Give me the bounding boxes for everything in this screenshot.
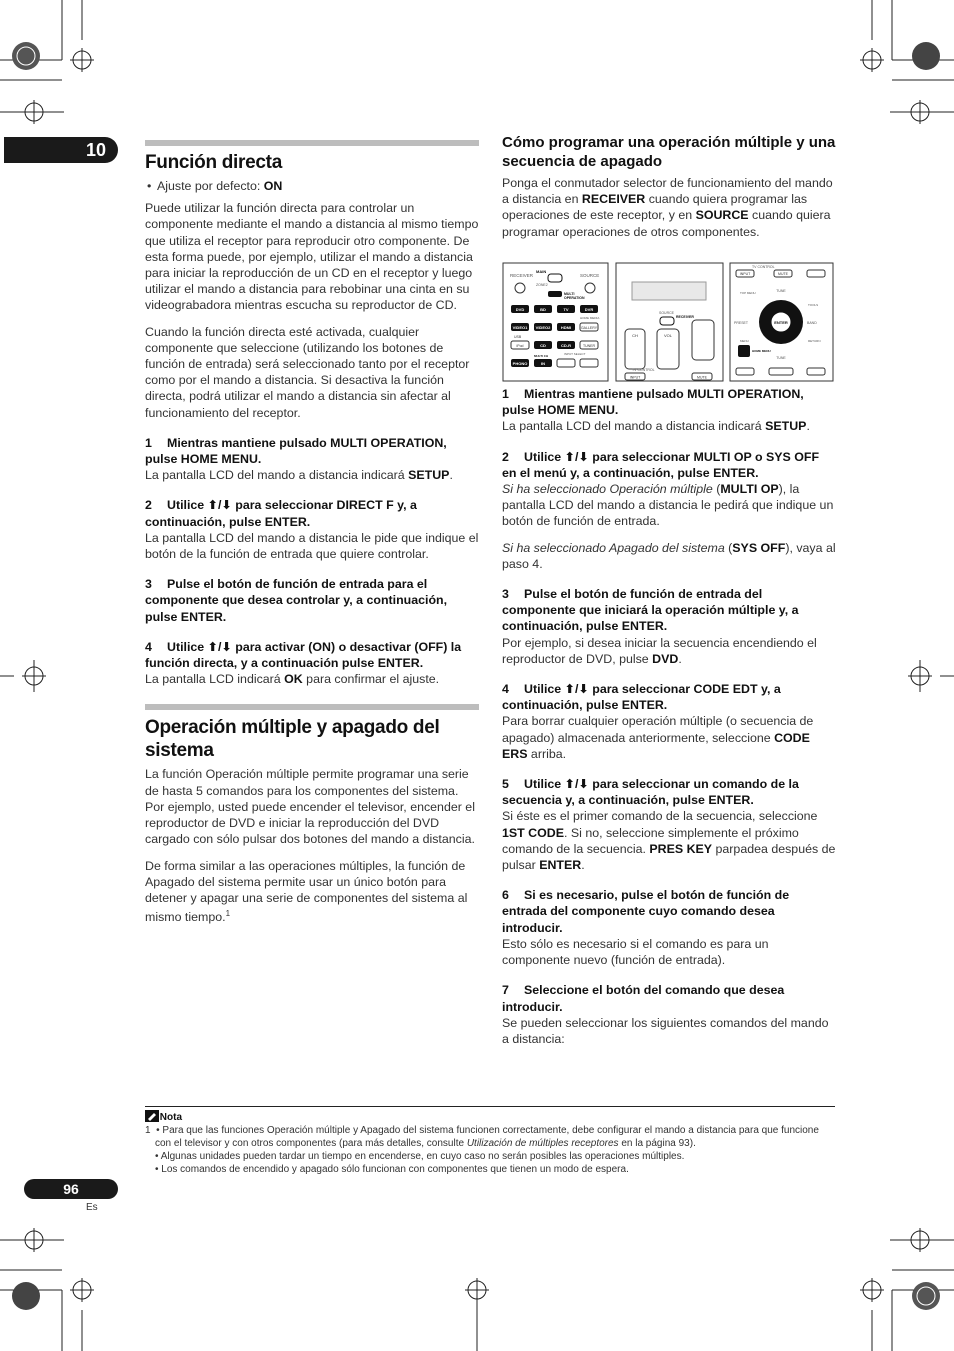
svg-text:INPUT: INPUT [739, 272, 751, 276]
svg-text:IN: IN [541, 361, 545, 366]
step-body: Si ha seleccionado Operación múltiple (MULTI OP), la pantalla LCD del mando a distancia le pedirá que indique un botón de función de entrada. [502, 482, 834, 529]
svg-text:TUNE: TUNE [776, 356, 786, 360]
note-item: • Los comandos de encendido y apagado sólo funcionan con componentes que tienen un modo de espera. [155, 1164, 629, 1175]
section-bar [145, 140, 479, 146]
svg-text:VIDEO1: VIDEO1 [512, 325, 528, 330]
paragraph: De forma similar a las operaciones múltiples, la función de Apagado del sistema permite usar un único botón para detener y apagar una serie de componentes del sistema al mismo tiempo.$^1$ [145, 858, 468, 925]
svg-text:CD: CD [540, 343, 546, 348]
step-body: Para borrar cualquier operación múltiple (o secuencia de apagado) almacenada anteriormente, seleccione CODE ERS arriba. [502, 714, 814, 761]
note-pencil-icon [145, 1110, 159, 1122]
step-body: La pantalla LCD indicará OK para confirmar el ajuste. [145, 672, 440, 687]
svg-text:SOURCE: SOURCE [659, 311, 674, 315]
section-title-multi-operation: Operación múltiple y apagado del sistema [145, 717, 440, 762]
note-item: • Algunas unidades pueden tardar un tiempo en encenderse, en cuyo caso no serán posibles las operaciones múltiples. [155, 1151, 685, 1162]
svg-text:USB: USB [514, 335, 522, 339]
svg-text:TUNER: TUNER [582, 344, 596, 348]
svg-text:RECEIVER: RECEIVER [676, 315, 694, 319]
svg-text:VIDEO2: VIDEO2 [535, 325, 551, 330]
note-item: 1 • Para que las funciones Operación múltiple y Apagado del sistema funcionen correctamente, debe configurar el mando a distancia para que funcione con el televisor y con otros componentes (para más detalles, consulte Utilización de múltiples receptores en la página 93). [145, 1125, 819, 1149]
svg-text:HDMI: HDMI [560, 325, 572, 330]
step-heading: 2 Utilice ⬆/⬇ para seleccionar MULTI OP o SYS OFF en el menú y, a continuación, pulse ENTER. [502, 449, 820, 480]
note-header: Nota [145, 1110, 835, 1124]
svg-text:ZONE2: ZONE2 [536, 283, 548, 287]
step-heading: 2 Utilice ⬆/⬇ para seleccionar DIRECT F y, a continuación, pulse ENTER. [145, 498, 417, 529]
svg-text:DVD: DVD [515, 307, 525, 312]
step-heading: 3 Pulse el botón de función de entrada para el componente que desea controlar y, a continuación, pulse ENTER. [145, 577, 448, 624]
page-number: 96 [24, 1179, 118, 1199]
step-body: Esto sólo es necesario si el comando es para un componente nuevo (función de entrada). [502, 936, 769, 968]
svg-text:HOME MEDIA: HOME MEDIA [580, 316, 600, 320]
svg-text:BAND: BAND [807, 321, 817, 325]
step-body: Si ha seleccionado Apagado del sistema (SYS OFF), vaya al paso 4. [502, 540, 836, 571]
step-body: La pantalla LCD del mando a distancia indicará SETUP. [502, 419, 810, 434]
svg-text:GALLERY: GALLERY [580, 326, 598, 330]
section-bar [145, 704, 479, 710]
paragraph: Puede utilizar la función directa para controlar un componente mediante el mando a distancia al mismo tiempo que utiliza el receptor para reproducir otro componente. De esta forma puede, por ejemplo, utilizar el mando a distancia para iniciar la reproducción de un CD en el receptor y luego utilizar el mando a distancia para rebobinar una cinta en su videograbadora mientras escucha su reproductor de CD. [145, 201, 479, 313]
svg-text:SOURCE: SOURCE [580, 273, 600, 278]
svg-text:RETURN: RETURN [808, 339, 821, 343]
section-title-program-sequence: Cómo programar una operación múltiple y una secuencia de apagado [502, 134, 836, 170]
step-body: Por ejemplo, si desea iniciar la secuencia encendiendo el reproductor de DVD, pulse DVD. [502, 635, 817, 666]
step-heading: 3 Pulse el botón de función de entrada del componente que iniciará la operación múltiple y, a continuación, pulse ENTER. [502, 587, 799, 634]
label: RECEIVER [510, 273, 534, 278]
remote-control-illustration [502, 262, 834, 382]
svg-text:TV: TV [563, 307, 569, 312]
svg-text:MUTE: MUTE [697, 375, 707, 380]
svg-text:VOL: VOL [663, 333, 673, 338]
svg-text:CD-R: CD-R [561, 343, 571, 348]
footnote-ref[interactable]: 1 [225, 909, 231, 919]
step-heading: 6 Si es necesario, pulse el botón de función de entrada del componente cuyo comando desea introducir. [502, 888, 790, 935]
svg-text:MENU: MENU [740, 339, 749, 343]
svg-text:MULTI: MULTI [564, 292, 575, 296]
chapter-tab: 10 [4, 137, 118, 163]
svg-text:DVR: DVR [584, 307, 594, 312]
svg-text:iPod: iPod [516, 344, 524, 348]
svg-text:INPUT SELECT: INPUT SELECT [564, 352, 586, 356]
svg-text:TUNE: TUNE [776, 289, 786, 293]
svg-text:TV CONTROL: TV CONTROL [752, 265, 775, 269]
section-title-direct-function: Función directa [145, 152, 282, 173]
svg-text:TOOLS: TOOLS [808, 303, 819, 307]
svg-text:MAIN: MAIN [536, 269, 547, 274]
svg-text:PHONO: PHONO [512, 361, 528, 366]
paragraph: Ponga el conmutador selector de funcionamiento del mando a distancia en RECEIVER cuando quiera programar las operaciones de este receptor, y en SOURCE cuando quiera programar operaciones de otros componentes. [502, 176, 833, 239]
step-body: La pantalla LCD del mando a distancia le pide que indique el botón de la función de entrada que quiere controlar. [145, 530, 479, 562]
language-code: Es [86, 1202, 98, 1213]
paragraph: La función Operación múltiple permite programar una serie de hasta 5 comandos para los componentes del sistema. Por ejemplo, usted puede encender el televisor, encender el reproductor de DVD e iniciar la reproducción del DVD cargado con sólo pulsar dos botones del mando a distancia. [145, 767, 475, 847]
left-column [145, 140, 479, 931]
svg-text:BD: BD [540, 307, 546, 312]
step-body: Si éste es el primer comando de la secuencia, seleccione 1ST CODE. Si no, seleccione simplemente el próximo comando de la secuencia. PRES KEY parpadea después de pulsar ENTER. [502, 809, 836, 873]
default-setting: • Ajuste por defecto: ON [145, 178, 479, 194]
footnotes [145, 1106, 835, 1176]
step-heading: 1 Mientras mantiene pulsado MULTI OPERATION, pulse HOME MENU. [145, 435, 447, 467]
svg-text:MUTE: MUTE [778, 272, 788, 276]
svg-text:ENTER: ENTER [774, 320, 788, 325]
paragraph: Cuando la función directa esté activada, cualquier componente que seleccione (utilizando los botones de función de entrada) será seleccionado tanto por el receptor como por el mando a distancia. Si desactiva la función directa, podrá utilizar el mando a distancia sin afectar al funcionamiento del receptor. [145, 324, 470, 420]
svg-text:CH: CH [632, 333, 638, 338]
step-heading: 7 Seleccione el botón del comando que desea introducir. [502, 983, 785, 1014]
svg-text:MULTI CH: MULTI CH [534, 354, 549, 358]
right-column-steps [502, 372, 836, 1053]
svg-text:PRESET: PRESET [734, 321, 749, 325]
svg-text:INPUT: INPUT [629, 375, 641, 380]
svg-text:OPERATION: OPERATION [564, 296, 585, 300]
step-heading: 4 Utilice ⬆/⬇ para activar (ON) o desactivar (OFF) la función directa, y a continuación pulse ENTER. [145, 639, 462, 671]
svg-text:HOME MENU: HOME MENU [752, 349, 771, 353]
step-body: La pantalla LCD del mando a distancia indicará SETUP. [145, 468, 453, 483]
step-heading: 4 Utilice ⬆/⬇ para seleccionar CODE EDT y, a continuación, pulse ENTER. [502, 682, 781, 713]
step-heading: 5 Utilice ⬆/⬇ para seleccionar un comando de la secuencia y, a continuación, pulse ENTER. [502, 777, 799, 808]
right-column [502, 133, 836, 246]
svg-text:TOP MENU: TOP MENU [740, 291, 756, 295]
svg-text:TV CONTROL: TV CONTROL [632, 368, 655, 372]
step-body: Se pueden seleccionar los siguientes comandos del mando a distancia: [502, 1015, 829, 1046]
step-heading: 1 Mientras mantiene pulsado MULTI OPERATION, pulse HOME MENU. [502, 387, 804, 418]
